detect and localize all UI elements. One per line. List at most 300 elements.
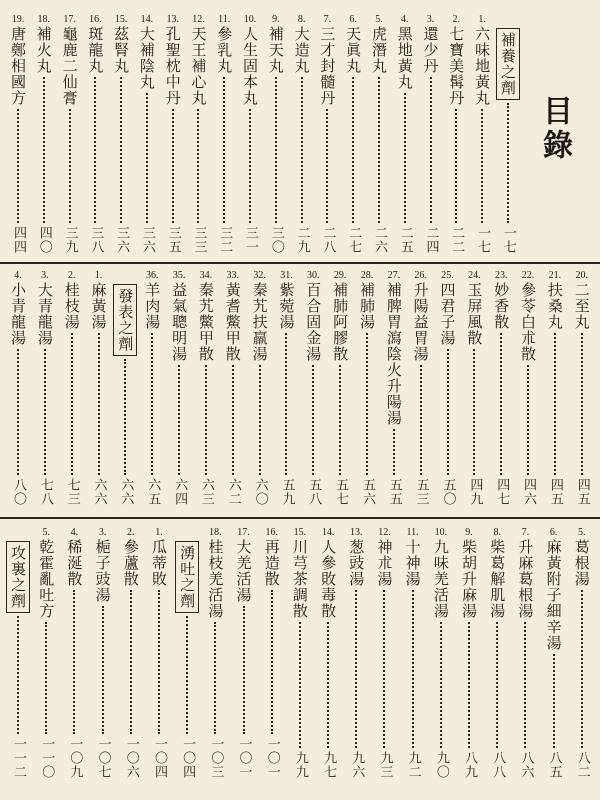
- entry-title: 柴胡升麻湯: [460, 539, 478, 619]
- page-number: 三三: [191, 226, 207, 254]
- toc-entry[interactable]: [513, 527, 537, 779]
- page-number: 六四: [172, 478, 188, 506]
- toc-entry[interactable]: [161, 14, 185, 254]
- entry-number: 5.: [42, 527, 50, 538]
- entry-number: 3.: [98, 527, 107, 538]
- entry-number: 23.: [494, 270, 508, 281]
- page-number: 一〇九: [67, 737, 83, 779]
- entry-number: 4.: [400, 14, 409, 25]
- entry-title: 還少丹: [421, 26, 440, 74]
- toc-entry[interactable]: [62, 527, 86, 779]
- dot-leader: [98, 333, 100, 475]
- page-number: 四六: [521, 478, 537, 506]
- dot-leader: [420, 365, 422, 475]
- page-number: 一七: [500, 226, 516, 254]
- toc-entry[interactable]: [6, 270, 30, 506]
- dot-leader: [44, 349, 46, 475]
- page-number: 四四: [11, 226, 26, 254]
- entry-title: 四君子湯: [438, 282, 457, 346]
- page-number: 一〇六: [123, 737, 139, 779]
- entry-title: 補肺阿膠散: [331, 282, 350, 362]
- entry-title: 天王補心丸: [189, 26, 208, 106]
- dot-leader: [524, 622, 526, 748]
- entry-number: 11.: [218, 14, 231, 25]
- entry-title: 秦艽鱉甲散: [196, 282, 215, 362]
- page-number: 一一〇: [39, 737, 55, 779]
- toc-entry[interactable]: [570, 270, 594, 506]
- page-number: 四九: [467, 478, 483, 506]
- entry-number: 20.: [575, 270, 588, 281]
- dot-leader: [440, 622, 442, 748]
- toc-entry[interactable]: [83, 14, 107, 254]
- entry-number: 32.: [253, 270, 266, 281]
- toc-entry[interactable]: [341, 14, 365, 254]
- toc-entry[interactable]: [367, 14, 391, 254]
- toc-band-bottom: [6, 527, 594, 779]
- toc-entry[interactable]: [91, 527, 115, 779]
- entry-number: 12.: [378, 527, 391, 538]
- entry-title: 人生固本丸: [241, 26, 260, 106]
- dot-leader: [17, 616, 19, 734]
- dot-leader: [158, 590, 160, 734]
- toc-entry[interactable]: [457, 527, 481, 779]
- toc-entry[interactable]: [401, 527, 425, 779]
- entry-number: 7.: [521, 527, 530, 538]
- toc-entry[interactable]: [328, 270, 352, 506]
- page-title: 目錄: [537, 95, 572, 163]
- dot-leader: [507, 103, 509, 223]
- divider: [0, 262, 600, 264]
- entry-number: 5.: [578, 527, 586, 538]
- page-number: 九〇: [433, 751, 449, 779]
- entry-number: 34.: [199, 270, 213, 281]
- entry-title: 大造丸: [292, 26, 311, 74]
- dot-leader: [17, 109, 19, 223]
- entry-number: 11.: [406, 527, 419, 538]
- toc-entry[interactable]: [382, 270, 406, 506]
- entry-title: 大青龍湯: [35, 282, 54, 346]
- divider: [0, 517, 600, 519]
- entry-number: 36.: [145, 270, 159, 281]
- dot-leader: [285, 333, 287, 475]
- dot-leader: [312, 365, 314, 475]
- toc-entry[interactable]: [87, 270, 111, 506]
- entry-number: 14.: [321, 527, 335, 538]
- entry-title: 桂枝湯: [62, 282, 81, 330]
- entry-number: 15.: [293, 527, 307, 538]
- entry-number: 14.: [140, 14, 154, 25]
- dot-leader: [94, 77, 96, 223]
- entry-number: 18.: [209, 527, 222, 538]
- entry-number: 12.: [192, 14, 205, 25]
- entry-number: 31.: [280, 270, 293, 281]
- entry-number: 8.: [297, 14, 306, 25]
- dot-leader: [223, 77, 225, 223]
- entry-title: 瓜蒂敗: [149, 539, 168, 587]
- dot-leader: [301, 77, 303, 223]
- section-title: 攻裏之劑: [6, 541, 30, 613]
- toc-entry[interactable]: [372, 527, 396, 779]
- entry-number: 21.: [548, 270, 562, 281]
- page-number: 二五: [397, 226, 413, 254]
- page-number: 五六: [359, 478, 375, 506]
- entry-title: 三才封髓丹: [318, 26, 337, 106]
- entry-title: 扶桑丸: [545, 282, 564, 330]
- entry-number: 9.: [465, 527, 473, 538]
- toc-entry[interactable]: [221, 270, 245, 506]
- dot-leader: [404, 93, 406, 223]
- dot-leader: [69, 109, 71, 223]
- entry-title: 麻黃湯: [89, 282, 108, 330]
- entry-title: 七寶美髯丹: [447, 26, 466, 106]
- entry-title: 小青龍湯: [9, 282, 27, 346]
- entry-number: 7.: [323, 14, 332, 25]
- entry-number: 4.: [70, 527, 79, 538]
- page-number: 八九: [462, 751, 477, 779]
- entry-number: 4.: [14, 270, 22, 281]
- entry-title: 天眞丸: [344, 26, 363, 74]
- dot-leader: [430, 77, 432, 223]
- entry-title: 茲腎丸: [112, 26, 131, 74]
- dot-leader: [120, 77, 122, 223]
- entry-title: 百合固金湯: [304, 282, 323, 362]
- entry-number: 33.: [226, 270, 239, 281]
- page-number: 三九: [62, 226, 78, 254]
- dot-leader: [151, 333, 153, 475]
- dot-leader: [383, 590, 385, 748]
- toc-entry[interactable]: [316, 527, 340, 779]
- dot-leader: [124, 359, 126, 475]
- dot-leader: [581, 333, 583, 475]
- toc-entry[interactable]: [248, 270, 272, 506]
- entry-title: 孔聖枕中丹: [163, 26, 182, 106]
- entry-title: 秦艽扶羸湯: [250, 282, 269, 362]
- dot-leader: [172, 109, 174, 223]
- page-number: 一〇三: [208, 737, 224, 779]
- entry-title: 參苓白朮散: [519, 282, 538, 362]
- page-number: 九六: [349, 751, 365, 779]
- entry-title: 二至丸: [572, 282, 591, 330]
- toc-entry[interactable]: [301, 270, 325, 506]
- dot-leader: [473, 349, 475, 475]
- toc-entry[interactable]: [355, 270, 379, 506]
- toc-entry[interactable]: [462, 270, 486, 506]
- entry-title: 益氣聰明湯: [170, 282, 189, 362]
- dot-leader: [146, 93, 148, 223]
- dot-leader: [178, 365, 180, 475]
- entry-title: 乾霍亂吐方: [37, 539, 56, 619]
- toc-entry[interactable]: [147, 527, 171, 779]
- entry-title: 六味地黃丸: [473, 26, 492, 106]
- page-number: 二七: [346, 226, 362, 254]
- toc-section[interactable]: [175, 527, 199, 779]
- dot-leader: [214, 622, 216, 734]
- entry-title: 虎潛丸: [369, 26, 388, 74]
- entry-title: 大羌活湯: [234, 539, 253, 603]
- toc-entry[interactable]: [232, 527, 256, 779]
- page-number: 三〇: [268, 226, 284, 254]
- entry-title: 紫菀湯: [277, 282, 296, 330]
- entry-title: 九味羌活湯: [431, 539, 450, 619]
- entry-number: 24.: [468, 270, 481, 281]
- dot-leader: [102, 606, 104, 734]
- toc-entry[interactable]: [140, 270, 164, 506]
- page-number: 一〇一: [236, 737, 252, 779]
- toc-entry[interactable]: [290, 14, 314, 254]
- page-number: 五三: [413, 478, 429, 506]
- dot-leader: [553, 654, 555, 748]
- entry-title: 黑地黃丸: [395, 26, 414, 90]
- page-number: 五五: [386, 478, 402, 506]
- page-number: 三五: [165, 226, 181, 254]
- entry-number: 13.: [166, 14, 179, 25]
- page-number: 九三: [377, 751, 393, 779]
- toc-entry[interactable]: [119, 527, 143, 779]
- page-number: 三一: [243, 226, 259, 254]
- entry-title: 麻黃附子細辛湯: [544, 539, 563, 651]
- entry-number: 1.: [478, 14, 486, 25]
- dot-leader: [186, 616, 188, 734]
- toc-entry[interactable]: [260, 527, 284, 779]
- dot-leader: [205, 365, 207, 475]
- dot-leader: [130, 590, 132, 734]
- dot-leader: [243, 606, 245, 734]
- entry-number: 17.: [63, 14, 76, 25]
- dot-leader: [366, 333, 368, 475]
- dot-leader: [71, 333, 73, 475]
- dot-leader: [249, 109, 251, 223]
- entry-title: 補火丸: [34, 26, 53, 74]
- dot-leader: [412, 590, 414, 748]
- toc-entry[interactable]: [288, 527, 312, 779]
- page-number: 八六: [518, 751, 534, 779]
- dot-leader: [355, 590, 357, 748]
- toc-entry[interactable]: [167, 270, 191, 506]
- entry-number: 15.: [114, 14, 128, 25]
- page-number: 二九: [294, 226, 310, 254]
- toc-entry[interactable]: [489, 270, 513, 506]
- page-number: 八二: [574, 751, 590, 779]
- toc-entry[interactable]: [470, 14, 494, 254]
- toc-entry[interactable]: [238, 14, 262, 254]
- dot-leader: [378, 77, 380, 223]
- page-number: 一〇一: [264, 737, 280, 779]
- entry-number: 19.: [11, 14, 25, 25]
- toc-section[interactable]: [6, 527, 30, 779]
- entry-title: 柴葛解肌湯: [488, 539, 507, 619]
- entry-number: 10.: [434, 527, 448, 538]
- toc-band-middle: [6, 270, 594, 506]
- entry-title: 稀涎散: [65, 539, 84, 587]
- dot-leader: [468, 622, 470, 748]
- page-number: 八五: [546, 751, 562, 779]
- entry-title: 人參敗毒散: [319, 539, 338, 619]
- entry-title: 補脾胃瀉陰火升陽湯: [384, 282, 403, 426]
- entry-number: 25.: [441, 270, 454, 281]
- toc-band-top: [6, 14, 520, 254]
- entry-title: 桂枝羌活湯: [206, 539, 225, 619]
- entry-number: 1.: [155, 527, 163, 538]
- toc-entry[interactable]: [444, 14, 468, 254]
- entry-title: 大補陰丸: [137, 26, 156, 90]
- page-number: 五九: [279, 478, 295, 506]
- page-number: 八〇: [11, 478, 26, 506]
- page-number: 三六: [139, 226, 155, 254]
- dot-leader: [393, 429, 395, 475]
- entry-title: 黃耆鱉甲散: [223, 282, 242, 362]
- toc-entry[interactable]: [570, 527, 594, 779]
- page-number: 二二: [449, 226, 465, 254]
- page-number: 三六: [114, 226, 130, 254]
- entry-number: 28.: [360, 270, 374, 281]
- page-number: 二八: [320, 226, 336, 254]
- toc-entry[interactable]: [429, 527, 453, 779]
- entry-title: 補肺湯: [357, 282, 376, 330]
- page-number: 一七: [475, 226, 491, 254]
- entry-number: 2.: [452, 14, 461, 25]
- dot-leader: [299, 622, 301, 748]
- dot-leader: [232, 365, 234, 475]
- dot-leader: [73, 590, 75, 734]
- entry-title: 補天丸: [266, 26, 285, 74]
- entry-title: 斑龍丸: [86, 26, 105, 74]
- entry-number: 8.: [493, 527, 501, 538]
- toc-entry[interactable]: [344, 527, 368, 779]
- entry-number: 13.: [350, 527, 363, 538]
- entry-number: 1.: [94, 270, 103, 281]
- entry-title: 唐鄭相國方: [9, 26, 27, 106]
- section-title: 補養之劑: [496, 28, 520, 100]
- toc-entry[interactable]: [186, 14, 210, 254]
- page-number: 五〇: [440, 478, 456, 506]
- page-number: 五七: [333, 478, 349, 506]
- entry-number: 2.: [127, 527, 135, 538]
- entry-title: 參蘆散: [121, 539, 140, 587]
- dot-leader: [527, 365, 529, 475]
- page-number: 四七: [494, 478, 510, 506]
- entry-number: 29.: [333, 270, 347, 281]
- page-number: 三二: [217, 226, 233, 254]
- dot-leader: [327, 622, 329, 748]
- page-number: 七八: [37, 478, 53, 506]
- entry-number: 18.: [37, 14, 51, 25]
- toc-entry[interactable]: [264, 14, 288, 254]
- entry-title: 羊肉湯: [143, 282, 162, 330]
- entry-number: 26.: [414, 270, 427, 281]
- toc-entry[interactable]: [516, 270, 540, 506]
- page-number: 九七: [321, 751, 337, 779]
- page-number: 六五: [145, 478, 161, 506]
- dot-leader: [271, 590, 273, 734]
- page-number: 一一二: [11, 737, 26, 779]
- dot-leader: [197, 109, 199, 223]
- toc-entry[interactable]: [393, 14, 417, 254]
- page-number: 二六: [371, 226, 387, 254]
- toc-entry[interactable]: [542, 527, 566, 779]
- page-number: 一〇七: [95, 737, 111, 779]
- dot-leader: [500, 333, 502, 475]
- dot-leader: [43, 77, 45, 223]
- dot-leader: [447, 349, 449, 475]
- page-number: 四〇: [36, 226, 52, 254]
- toc-entry[interactable]: [109, 14, 133, 254]
- entry-number: 5.: [375, 14, 383, 25]
- dot-leader: [45, 622, 47, 734]
- entry-number: 9.: [272, 14, 280, 25]
- page-number: 六〇: [252, 478, 268, 506]
- toc-entry[interactable]: [203, 527, 227, 779]
- page-number: 九九: [292, 751, 308, 779]
- toc-entry[interactable]: [60, 270, 84, 506]
- toc-entry[interactable]: [409, 270, 433, 506]
- section-title: 發表之劑: [113, 284, 137, 356]
- entry-title: 玉屏風散: [465, 282, 484, 346]
- dot-leader: [496, 622, 498, 748]
- toc-entry[interactable]: [58, 14, 82, 254]
- dot-leader: [352, 77, 354, 223]
- toc-entry[interactable]: [315, 14, 339, 254]
- toc-entry[interactable]: [485, 527, 509, 779]
- page-number: 五八: [306, 478, 322, 506]
- entry-number: 17.: [237, 527, 250, 538]
- dot-leader: [581, 590, 583, 748]
- entry-number: 2.: [67, 270, 76, 281]
- entry-title: 升麻葛根湯: [516, 539, 535, 619]
- toc-entry[interactable]: [436, 270, 460, 506]
- entry-number: 27.: [387, 270, 401, 281]
- entry-title: 葛根湯: [572, 539, 591, 587]
- entry-title: 升陽益胃湯: [411, 282, 430, 362]
- toc-entry[interactable]: [274, 270, 298, 506]
- page-number: 三八: [88, 226, 104, 254]
- toc-section[interactable]: [496, 14, 520, 254]
- page-number: 六二: [225, 478, 241, 506]
- toc-entry[interactable]: [194, 270, 218, 506]
- dot-leader: [455, 109, 457, 223]
- page-number: 六六: [91, 478, 107, 506]
- entry-title: 十神湯: [403, 539, 422, 587]
- page-number: 四五: [547, 478, 563, 506]
- dot-leader: [554, 333, 556, 475]
- toc-entry[interactable]: [32, 14, 56, 254]
- toc-entry[interactable]: [543, 270, 567, 506]
- entry-number: 16.: [265, 527, 278, 538]
- entry-title: 川芎茶調散: [290, 539, 309, 619]
- page-number: 八八: [490, 751, 506, 779]
- page-number: 九二: [405, 751, 421, 779]
- dot-leader: [17, 349, 19, 475]
- entry-number: 35.: [172, 270, 186, 281]
- toc-entry[interactable]: [34, 527, 58, 779]
- toc-entry[interactable]: [419, 14, 443, 254]
- page-number: 六六: [118, 478, 134, 506]
- page-number: 二四: [423, 226, 439, 254]
- entry-title: 龜鹿二仙膏: [60, 26, 79, 106]
- entry-number: 22.: [521, 270, 535, 281]
- dot-leader: [326, 109, 328, 223]
- dot-leader: [339, 365, 341, 475]
- entry-number: 10.: [243, 14, 257, 25]
- toc-section[interactable]: [113, 270, 137, 506]
- entry-title: 參乳丸: [215, 26, 234, 74]
- entry-title: 再造散: [262, 539, 281, 587]
- page-number: 六三: [198, 478, 214, 506]
- toc-entry[interactable]: [6, 14, 30, 254]
- toc-entry[interactable]: [212, 14, 236, 254]
- toc-entry[interactable]: [135, 14, 159, 254]
- section-title: 湧吐之劑: [175, 541, 199, 613]
- toc-entry[interactable]: [33, 270, 57, 506]
